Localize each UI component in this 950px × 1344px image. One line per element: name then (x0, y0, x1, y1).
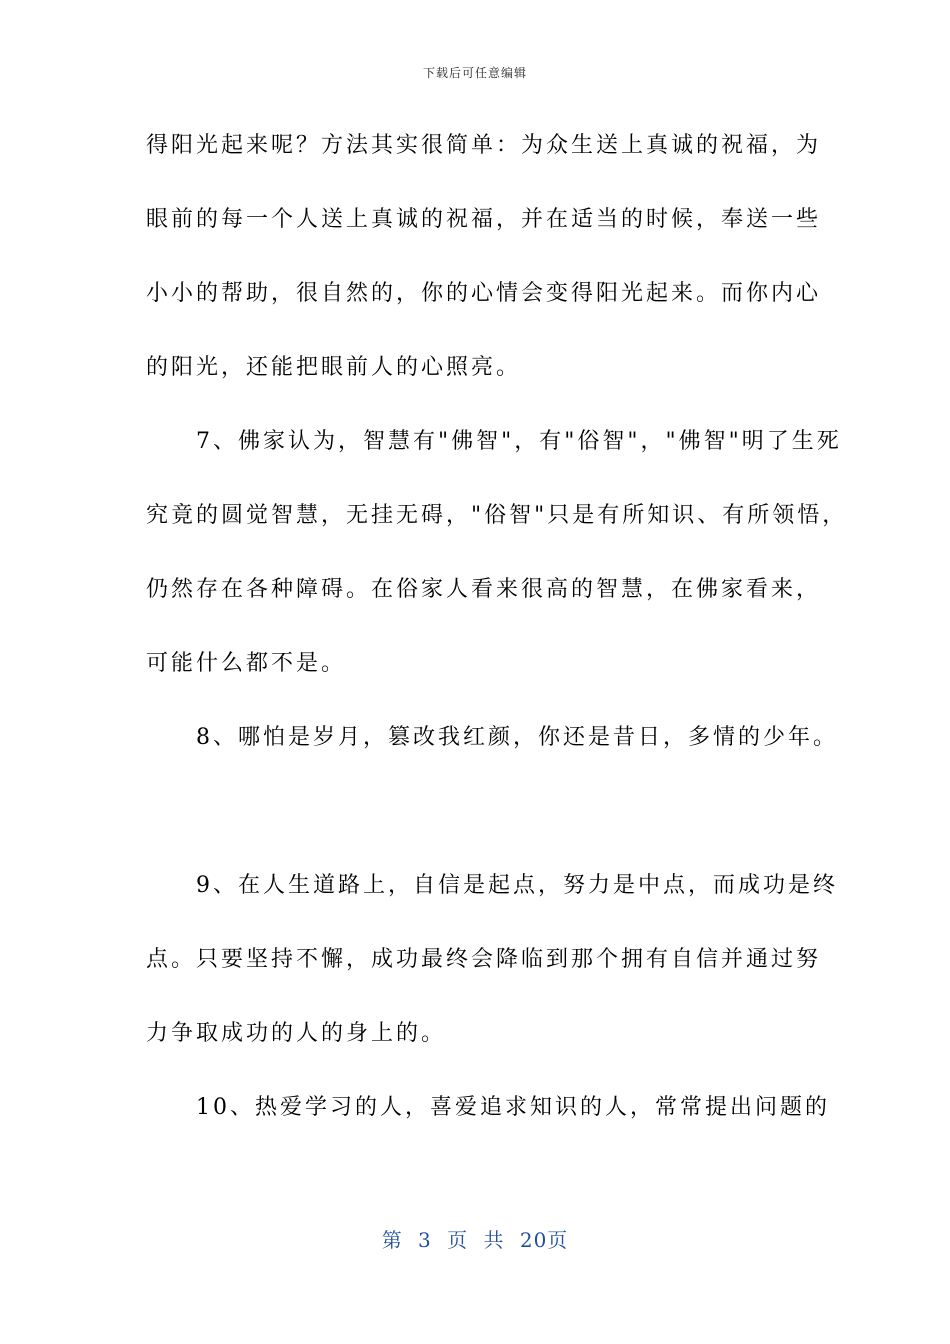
text-line: 小小的帮助，很自然的，你的心情会变得阳光起来。而你内心 (146, 281, 822, 306)
text-line: 10、热爱学习的人，喜爱追求知识的人，常常提出问题的 (146, 1095, 830, 1120)
document-body (146, 120, 848, 1156)
footer-gong: 共 (483, 1228, 505, 1252)
footer-total-pages: 20页 (519, 1228, 569, 1252)
text-line: 8、哪怕是岁月，篡改我红颜，你还是昔日，多情的少年。 (146, 725, 838, 750)
text-line: 9、在人生道路上，自信是起点，努力是中点，而成功是终 (146, 873, 838, 898)
blank-line (146, 786, 806, 860)
footer-di: 第 (381, 1228, 403, 1252)
text-line: 的阳光，还能把眼前人的心照亮。 (146, 355, 522, 380)
text-line: 可能什么都不是。 (146, 651, 347, 676)
text-line: 仍然存在各种障碍。在俗家人看来很高的智慧，在佛家看来， (146, 577, 822, 602)
page-header-note: 下载后可任意编辑 (422, 66, 527, 80)
footer-page-number: 3 (418, 1228, 432, 1252)
footer-ye: 页 (447, 1228, 469, 1252)
text-line: 7、佛家认为，智慧有"佛智"，有"俗智"，"佛智"明了生死 (146, 429, 842, 454)
text-line: 点。只要坚持不懈，成功最终会降临到那个拥有自信并通过努 (146, 947, 822, 972)
text-line: 究竟的圆觉智慧，无挂无碍，"俗智"只是有所知识、有所领悟， (146, 503, 848, 528)
text-line: 力争取成功的人的身上的。 (146, 1021, 447, 1046)
page-footer (0, 1224, 950, 1253)
text-line: 眼前的每一个人送上真诚的祝福，并在适当的时候，奉送一些 (146, 207, 822, 232)
text-line: 得阳光起来呢？方法其实很简单：为众生送上真诚的祝福，为 (146, 133, 822, 158)
